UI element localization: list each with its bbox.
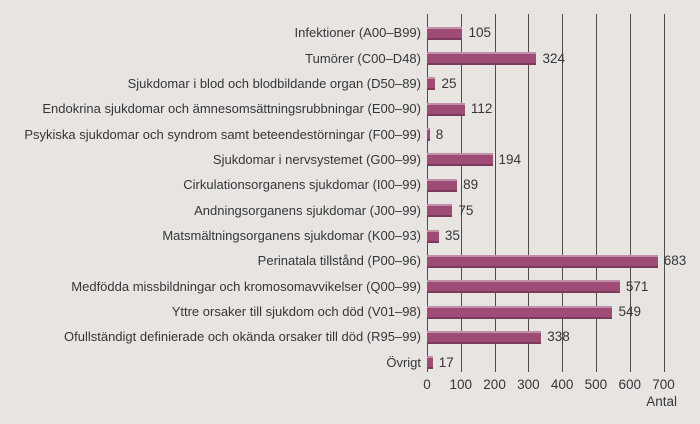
category-label: Andningsorganens sjukdomar (J00–99) (194, 202, 421, 218)
bar (427, 331, 541, 344)
category-label: Perinatala tillstånd (P00–96) (257, 253, 421, 269)
value-label: 194 (498, 151, 522, 167)
value-label: 112 (470, 101, 493, 117)
bar (427, 52, 536, 65)
bar (427, 280, 620, 293)
x-tick-label-700: 700 (652, 377, 675, 392)
value-label: 35 (444, 228, 460, 243)
category-label: Tumörer (C00–D48) (305, 50, 421, 66)
category-label: Sjukdomar i blod och blodbildande organ (D50–89) (127, 75, 421, 91)
value-label: 8 (435, 126, 444, 142)
category-label: Sjukdomar i nervsystemet (G00–99) (212, 151, 421, 167)
category-label: Psykiska sjukdomar och syndrom samt beteendestörningar (F00–99) (24, 126, 421, 142)
x-tick-label-0: 0 (423, 377, 431, 392)
x-axis-label: Antal (646, 394, 677, 409)
bar (427, 179, 457, 192)
bar (427, 230, 439, 243)
category-label: Ofullständigt definierade och okända orsaker till död (R95–99) (64, 329, 421, 345)
x-tick-label-400: 400 (550, 377, 574, 392)
value-label: 571 (625, 278, 649, 294)
x-tick-label-600: 600 (618, 377, 641, 392)
bar (427, 77, 435, 90)
bar (427, 27, 462, 40)
value-label: 683 (663, 253, 687, 269)
x-tick-label-100: 100 (449, 377, 473, 392)
value-label: 338 (547, 329, 570, 345)
category-label: Infektioner (A00–B99) (294, 25, 421, 41)
gridline-700 (664, 14, 665, 372)
category-label: Endokrina sjukdomar och ämnesomsättningsrubbningar (E00–90) (42, 101, 421, 117)
bar (427, 153, 493, 166)
category-label: Matsmältningsorganens sjukdomar (K00–93) (162, 228, 421, 243)
category-label: Medfödda missbildningar och kromosomavvikelser (Q00–99) (71, 278, 421, 294)
value-label: 17 (438, 354, 454, 370)
category-label: Cirkulationsorganens sjukdomar (I00–99) (183, 177, 421, 193)
x-tick-label-300: 300 (517, 377, 540, 392)
bar (427, 204, 452, 217)
category-label: Yttre orsaker till sjukdom och död (V01–98) (171, 304, 421, 320)
bar (427, 306, 612, 319)
value-label: 25 (441, 75, 457, 91)
x-tick-label-500: 500 (584, 377, 608, 392)
value-label: 89 (463, 177, 479, 193)
bar (427, 255, 658, 268)
bar (427, 128, 430, 141)
value-label: 75 (458, 202, 474, 218)
value-label: 549 (618, 304, 641, 320)
value-label: 105 (468, 25, 491, 41)
category-label: Övrigt (386, 354, 421, 370)
value-label: 324 (542, 50, 565, 66)
bar (427, 103, 465, 116)
bar (427, 356, 433, 369)
x-tick-label-200: 200 (483, 377, 506, 392)
